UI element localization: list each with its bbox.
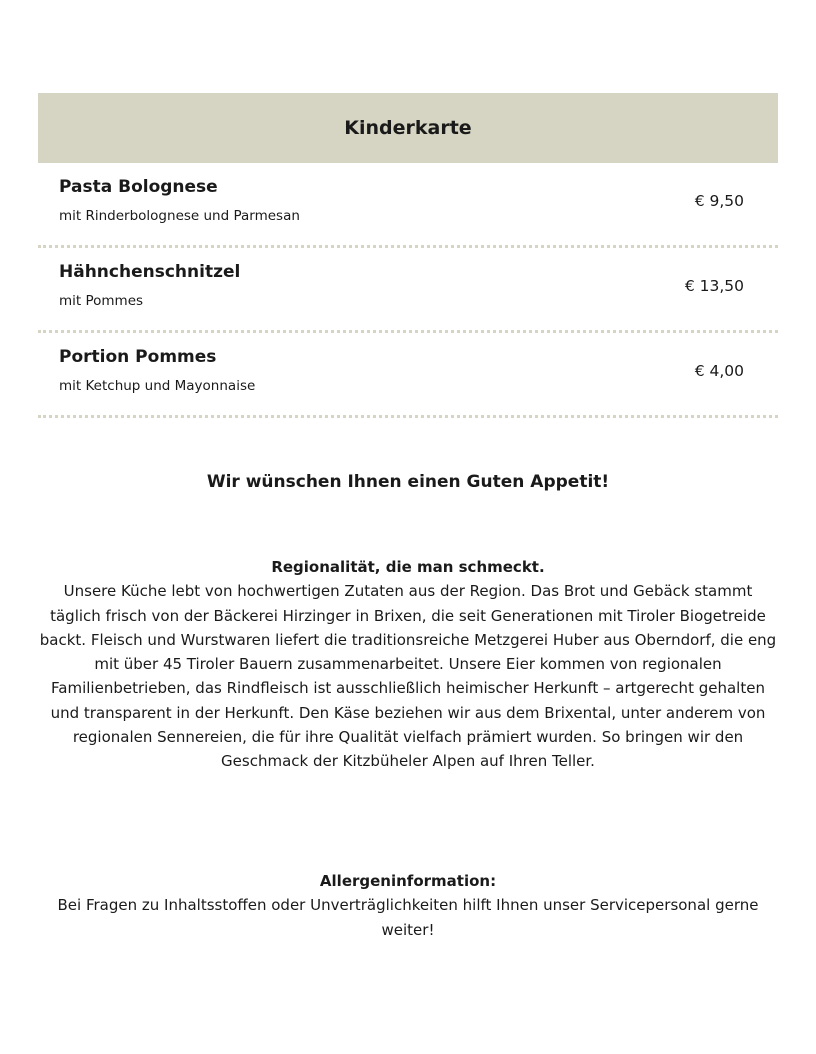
item-name: Hähnchenschnitzel	[59, 262, 241, 282]
allergen-section	[40, 869, 776, 942]
menu-item	[38, 248, 778, 333]
item-name: Pasta Bolognese	[59, 177, 218, 197]
menu-list	[38, 163, 778, 418]
item-price: € 9,50	[694, 192, 744, 210]
regional-text: Unsere Küche lebt von hochwertigen Zutaten aus der Region. Das Brot und Gebäck stammt täglich frisch von der Bäckerei Hirzinger in Brixen, die seit Generationen mit Tiroler Biogetreide backt. Fleisch und Wurstwaren liefert die traditionsreiche Metzgerei Huber aus Oberndorf, die eng mit über 45 Tiroler Bauern zusammenarbeitet. Unsere Eier kommen von regionalen Familienbetrieben, das Rindfleisch ist ausschließlich heimischer Herkunft – artgerecht gehalten und transparent in der Herkunft. Den Käse beziehen wir aus dem Brixental, unter anderem von regionalen Sennereien, die für ihre Qualität vielfach prämiert wurden. So bringen wir den Geschmack der Kitzbüheler Alpen auf Ihren Teller.	[39, 582, 777, 771]
allergen-text: Bei Fragen zu Inhaltsstoffen oder Unverträglichkeiten hilft Ihnen unser Servicepersonal gerne weiter!	[57, 896, 759, 939]
menu-item	[38, 163, 778, 248]
greeting-text: Wir wünschen Ihnen einen Guten Appetit!	[206, 472, 610, 492]
allergen-title: Allergeninformation:	[319, 872, 497, 890]
regional-section	[36, 555, 780, 774]
menu-item	[38, 333, 778, 418]
item-description: mit Pommes	[59, 293, 144, 309]
regional-title: Regionalität, die man schmeckt.	[271, 558, 545, 576]
item-description: mit Ketchup und Mayonnaise	[59, 378, 256, 394]
menu-title: Kinderkarte	[344, 117, 472, 139]
item-price: € 13,50	[684, 277, 744, 295]
item-description: mit Rinderbolognese und Parmesan	[59, 208, 300, 224]
item-name: Portion Pommes	[59, 347, 217, 367]
menu-header	[38, 93, 778, 163]
item-price: € 4,00	[694, 362, 744, 380]
